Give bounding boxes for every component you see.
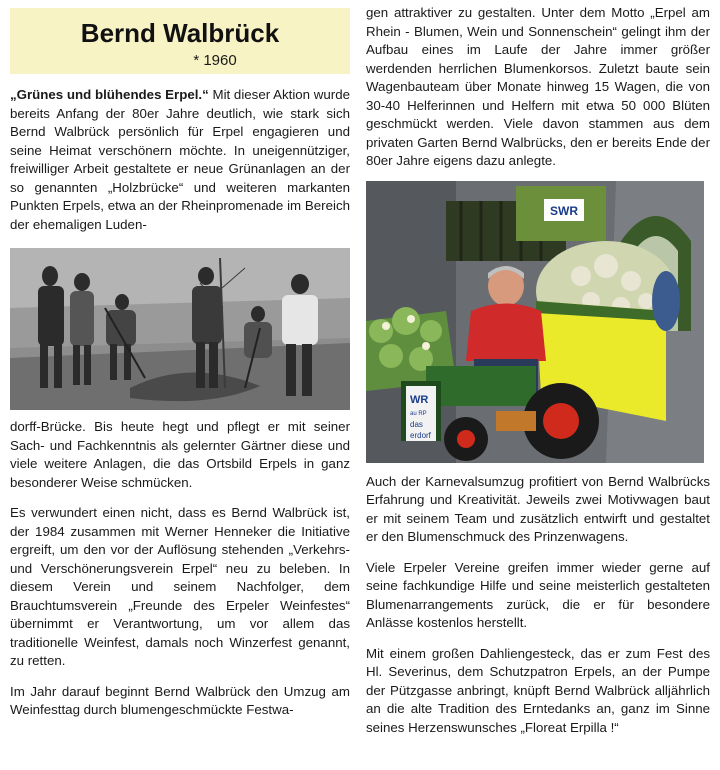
left-paragraph-2: dorff-Brücke. Bis heute hegt und pflegt er mit seiner Sach- und Fachkenntnis als gelernter Gärtner diese und viele weitere Anlagen, die das Ortsbild Erpels in ganz besonderer Weise schmücken. xyxy=(10,419,350,490)
left-column xyxy=(10,8,350,720)
tractor-photo xyxy=(366,181,704,463)
title-box xyxy=(10,8,350,74)
sign-line-1: WR xyxy=(410,393,429,406)
right-paragraph-2: Auch der Karnevalsumzug profitiert von Bernd Walbrücks Erfahrung und Kreativität. Jeweils zwei Motivwagen baut er mit seinem Team und zusätzlich entwirft und gestaltet er den Blumenschmuck des Prinzenwagens. xyxy=(366,473,710,544)
left-paragraph-3: Es verwundert einen nicht, dass es Bernd Walbrück ist, der 1984 zusammen mit Werner Henneker die Initiative ergreift, um den vor der Auflösung stehenden „Verkehrs- und Verschönerungsverein Erpel“ neu zu beleben. In diesem Verein und seinem Nachfolger, dem Brauchtumsverein „Freunde des Erpeler Weinfestes“ übernimmt er Verantwortung, um vor allem das traditionelle Weinfest, damals noch Winzerfest genannt, zu retten. xyxy=(10,505,350,668)
right-paragraph-4: Mit einem großen Dahliengesteck, das er zum Fest des Hl. Severinus, dem Schutzpatron Erpels, an der Pumpe der Pützgasse anbringt, knüpft Bernd Walbrück alljährlich an die alte Tradition des Erntedanks an, ganz im Sinne seines Herzenswunsches „Floreat Erpilla !“ xyxy=(366,645,710,735)
sign-line-2: au RP xyxy=(410,410,427,417)
left-paragraph-1-body: Mit dieser Aktion wurde bereits Anfang der 80er Jahre deutlich, wie stark sich Bernd Walbrück persönlich für Erpel engagieren und seine Heimat verschönern möchte. In uneigennütziger, freiwilliger Arbeit gestaltete er neue Grünanlagen an der so genannten „Holzbrücke“ und weiteren markanten Punkten Erpels, etwa an der Rheinpromenade im Bereich der ehemaligen Luden- xyxy=(10,87,350,232)
lead-text: „Grünes und blühendes Erpel.“ xyxy=(10,87,209,102)
left-paragraph-4: Im Jahr darauf beginnt Bernd Walbrück den Umzug am Weinfesttag durch blumengeschmückte Festwa- xyxy=(10,683,350,717)
sign-line-3: das xyxy=(410,419,423,429)
right-paragraph-1: gen attraktiver zu gestalten. Unter dem Motto „Erpel am Rhein - Blumen, Wein und Sonnenschein“ gelingt ihm der Aufbau eines im Laufe der Jahre immer größer werdenden herrlichen Blumenkorsos. Zuletzt baute sein Wagenbauteam über Monate hinweg 15 Wagen, die von 30-40 Helferinnen und Helfern mit etwa 50 000 Blüten geschmückt werden. Viele davon stammen aus dem privaten Garten Bernd Walbrücks, den er bereits Ende der 80er Jahre eigens dazu anlegte. xyxy=(366,5,710,168)
sign-line-4: erdorf xyxy=(410,430,431,440)
right-paragraph-3: Viele Erpeler Vereine greifen immer wieder gerne auf seine fachkundige Hilfe und seine meisterlich gestalteten Blumenarrangements zurück, die er für besondere Anlässe kostenlos herstellt. xyxy=(366,559,710,630)
right-column xyxy=(366,0,710,737)
swr-sign: SWR xyxy=(550,203,578,218)
planting-photo xyxy=(10,248,350,410)
birth-year: * 1960 xyxy=(193,52,237,69)
left-paragraph-1 xyxy=(10,86,350,234)
page-title: Bernd Walbrück xyxy=(80,18,280,48)
